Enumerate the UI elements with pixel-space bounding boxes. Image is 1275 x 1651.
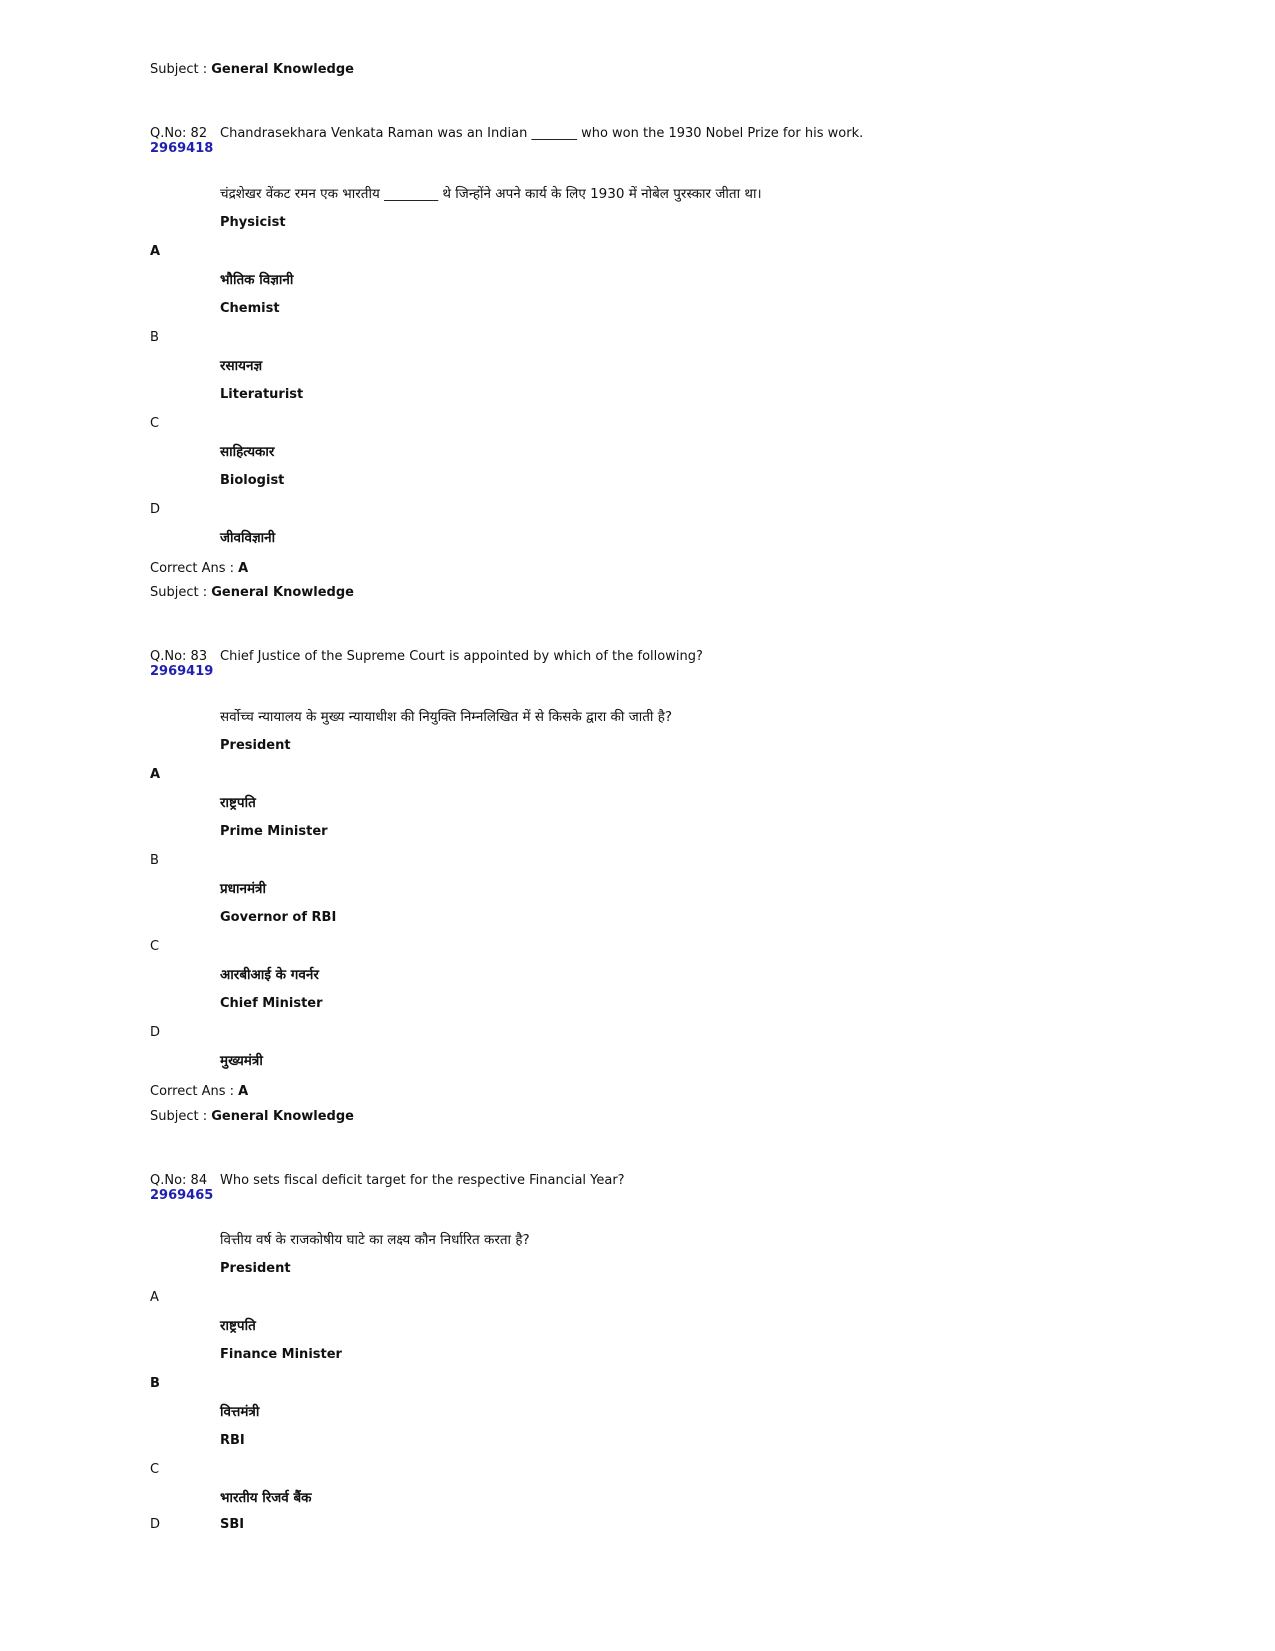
option-a-letter: A bbox=[150, 244, 161, 259]
option-b-letter: B bbox=[150, 330, 159, 345]
question-text-en: Chandrasekhara Venkata Raman was an Indian _______ who won the 1930 Nobel Prize for his work. bbox=[220, 126, 864, 141]
option-a-letter: A bbox=[150, 1290, 159, 1305]
option-c-hi: साहित्यकार bbox=[220, 444, 275, 460]
correct-answer-value: A bbox=[238, 561, 249, 576]
option-c-hi: आरबीआई के गवर्नर bbox=[220, 967, 319, 983]
option-a-en: Physicist bbox=[220, 215, 286, 230]
question-text-hi: चंद्रशेखर वेंकट रमन एक भारतीय ________ थे जिन्होंने अपने कार्य के लिए 1930 में नोबेल पुरस्कार जीता था। bbox=[220, 186, 762, 202]
option-c-en: RBI bbox=[220, 1433, 245, 1448]
option-b-en: Prime Minister bbox=[220, 824, 328, 839]
option-b-en: Chemist bbox=[220, 301, 280, 316]
option-c-en: Literaturist bbox=[220, 387, 304, 402]
question-text-hi: सर्वोच्च न्यायालय के मुख्य न्यायाधीश की नियुक्ति निम्नलिखित में से किसके द्वारा की जाती है? bbox=[220, 709, 673, 725]
subject-line bbox=[150, 585, 354, 601]
subject-value: General Knowledge bbox=[211, 585, 354, 600]
option-c-letter: C bbox=[150, 939, 160, 954]
question-number: Q.No: 84 bbox=[150, 1173, 208, 1188]
option-b-en: Finance Minister bbox=[220, 1347, 342, 1362]
option-c-letter: C bbox=[150, 1462, 160, 1477]
option-d-en: SBI bbox=[220, 1517, 245, 1532]
subject-value: General Knowledge bbox=[211, 1109, 354, 1124]
option-c-hi: भारतीय रिजर्व बैंक bbox=[220, 1490, 312, 1506]
option-b-hi: वित्तमंत्री bbox=[220, 1404, 260, 1420]
question-text-en: Chief Justice of the Supreme Court is appointed by which of the following? bbox=[220, 649, 703, 664]
option-a-en: President bbox=[220, 738, 291, 753]
question-number: Q.No: 82 bbox=[150, 126, 208, 141]
question-id: 2969419 bbox=[150, 664, 214, 679]
option-a-hi: राष्ट्रपति bbox=[220, 1318, 256, 1334]
option-d-hi: मुख्यमंत्री bbox=[220, 1053, 263, 1069]
question-text-hi: वित्तीय वर्ष के राजकोषीय घाटे का लक्ष्य कौन निर्धारित करता है? bbox=[220, 1232, 530, 1248]
subject-line bbox=[150, 1109, 354, 1125]
correct-answer-value: A bbox=[238, 1084, 249, 1099]
option-b-letter: B bbox=[150, 853, 159, 868]
option-d-letter: D bbox=[150, 1517, 161, 1532]
subject-label: Subject : bbox=[150, 1109, 208, 1124]
question-number: Q.No: 83 bbox=[150, 649, 208, 664]
option-a-hi: भौतिक विज्ञानी bbox=[220, 272, 294, 288]
option-d-hi: जीवविज्ञानी bbox=[220, 530, 276, 546]
correct-answer bbox=[150, 561, 248, 577]
correct-answer bbox=[150, 1084, 248, 1100]
correct-answer-label: Correct Ans : bbox=[150, 561, 234, 576]
subject-label: Subject : bbox=[150, 62, 208, 77]
option-b-hi: रसायनज्ञ bbox=[220, 358, 263, 374]
option-a-letter: A bbox=[150, 767, 161, 782]
question-id: 2969465 bbox=[150, 1188, 214, 1203]
option-d-letter: D bbox=[150, 502, 161, 517]
option-d-en: Chief Minister bbox=[220, 996, 323, 1011]
subject-label: Subject : bbox=[150, 585, 208, 600]
correct-answer-label: Correct Ans : bbox=[150, 1084, 234, 1099]
option-b-hi: प्रधानमंत्री bbox=[220, 881, 266, 897]
question-text-en: Who sets fiscal deficit target for the respective Financial Year? bbox=[220, 1173, 625, 1188]
option-d-letter: D bbox=[150, 1025, 161, 1040]
subject-line bbox=[150, 62, 354, 78]
option-d-en: Biologist bbox=[220, 473, 285, 488]
option-b-letter: B bbox=[150, 1376, 160, 1391]
option-c-letter: C bbox=[150, 416, 160, 431]
option-a-hi: राष्ट्रपति bbox=[220, 795, 256, 811]
question-id: 2969418 bbox=[150, 141, 214, 156]
option-c-en: Governor of RBI bbox=[220, 910, 337, 925]
option-a-en: President bbox=[220, 1261, 291, 1276]
subject-value: General Knowledge bbox=[211, 62, 354, 77]
